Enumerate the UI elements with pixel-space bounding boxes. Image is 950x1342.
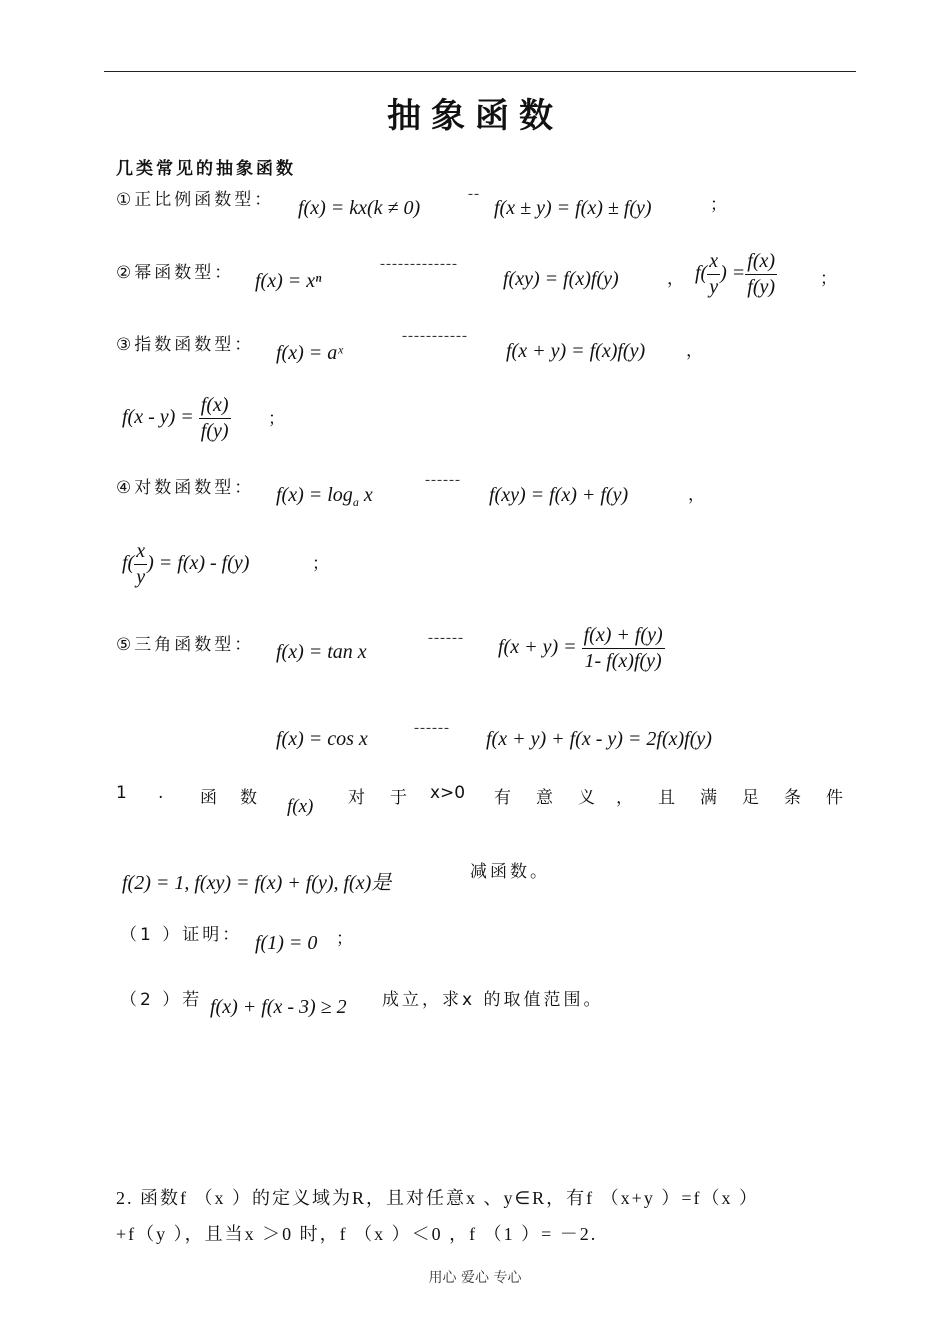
type2-prop2-num: x — [707, 250, 720, 275]
p1-part1-label: （1 ）证明： — [120, 925, 243, 945]
type3-property2 — [122, 394, 231, 443]
type2-sep: ， — [667, 269, 687, 289]
type3-sep: ， — [686, 341, 706, 361]
type2-prop2-frac-f — [745, 250, 777, 299]
type2-prop2-den: y — [709, 276, 719, 298]
p1-part2-label: （2 ）若 — [120, 990, 203, 1010]
type4-property2 — [122, 540, 249, 589]
type3-property: f(x + y) = f(x)f(y) — [506, 340, 646, 362]
type4-label: ④对数函数型： — [116, 478, 255, 498]
p1-part2-text: 成立，求x 的取值范围。 — [382, 990, 604, 1010]
type4-formula — [276, 484, 373, 510]
type1-formula: f(x) = kx(k ≠ 0) — [298, 197, 421, 219]
type5-dashes2: ------ — [414, 720, 450, 736]
type5-label: ⑤三角函数型： — [116, 635, 255, 655]
type5-formula: f(x) = tan x — [276, 641, 367, 663]
type2-prop2-frac-xy — [707, 250, 720, 299]
type3-prop2-left: f(x - y) = — [122, 406, 194, 429]
page-footer: 用心 爱心 专心 — [428, 1270, 522, 1286]
p1-char-1: . — [158, 783, 164, 803]
p1-part1-math: f(1) = 0 — [255, 932, 318, 954]
type5-prop-frac — [582, 624, 665, 673]
type3-formula: f(x) = aˣ — [276, 342, 343, 364]
type4-formula-tail: x — [358, 484, 373, 506]
type5-formula2: f(x) = cos x — [276, 728, 368, 750]
type2-prop2-rden: f(y) — [747, 276, 776, 298]
type4-formula-sub: a — [352, 495, 359, 509]
p2-line1: 2. 函数f （x ）的定义域为R，且对任意x 、y∈R，有f （x+y ）=f（x ） — [116, 1188, 759, 1208]
p1-char-0: 1 — [116, 783, 127, 803]
header-rule — [104, 71, 856, 72]
type4-prop2-num: x — [134, 540, 147, 565]
p1-char-14: 条 — [784, 788, 801, 808]
p1-fx: f(x) — [287, 796, 314, 817]
type4-prop2-frac — [134, 540, 147, 589]
type5-property — [498, 624, 665, 673]
p1-char-11: 且 — [658, 788, 675, 808]
type3-label: ③指数函数型： — [116, 335, 255, 355]
type3-prop2-num: f(x) — [199, 394, 231, 419]
p1-part2-math: f(x) + f(x - 3) ≥ 2 — [210, 996, 347, 1018]
type3-prop2-frac — [199, 394, 231, 443]
type2-end: ； — [820, 269, 840, 289]
type5-prop-num: f(x) + f(y) — [582, 624, 665, 649]
p1-char-12: 满 — [700, 788, 717, 808]
p1-char-3: 数 — [240, 788, 257, 808]
type4-prop2-right: ) = f(x) - f(y) — [147, 552, 250, 575]
type2-property: f(xy) = f(x)f(y) — [503, 268, 619, 290]
p1-condition-text: 减函数。 — [470, 862, 550, 882]
type4-property: f(xy) = f(x) + f(y) — [489, 484, 629, 506]
type1-label: ①正比例函数型： — [116, 190, 275, 210]
p1-char-13: 足 — [742, 788, 759, 808]
type3-prop2-den: f(y) — [200, 420, 229, 442]
p2-line2: +f（y ），且当x ＞0 时，f （x ）＜0 ，f （1 ）= －2. — [116, 1224, 598, 1244]
type5-prop-left: f(x + y) = — [498, 636, 577, 659]
type4-prop2-left: f( — [122, 552, 135, 575]
section-heading: 几类常见的抽象函数 — [116, 159, 296, 179]
type2-label: ②幂函数型： — [116, 263, 235, 283]
type3-end: ； — [268, 409, 288, 429]
p1-part1-end: ； — [336, 929, 356, 949]
p1-char-2: 函 — [200, 788, 217, 808]
type5-prop-den: 1- f(x)f(y) — [584, 650, 662, 672]
p1-char-7: 有 — [494, 788, 511, 808]
type2-prop2-mid: ) = — [720, 262, 746, 285]
type4-sep: ， — [688, 485, 708, 505]
type2-dashes: ------------- — [380, 256, 458, 272]
p1-char-9: 义 — [578, 788, 595, 808]
type1-property: f(x ± y) = f(x) ± f(y) — [494, 197, 652, 219]
type1-end: ； — [710, 195, 730, 215]
p1-char-5: 于 — [390, 788, 407, 808]
type2-prop2-rnum: f(x) — [745, 250, 777, 275]
page-title: 抽象函数 — [387, 96, 563, 136]
type4-dashes: ------ — [425, 472, 461, 488]
type5-property2: f(x + y) + f(x - y) = 2f(x)f(y) — [486, 728, 712, 750]
p1-char-4: 对 — [348, 788, 365, 808]
type5-dashes: ------ — [428, 630, 464, 646]
p1-char-10: ， — [616, 788, 633, 808]
type2-prop2-left: f( — [695, 262, 708, 285]
p1-char-6: x>0 — [430, 783, 466, 803]
type1-dashes: -- — [468, 186, 480, 202]
type3-dashes: ----------- — [402, 328, 468, 344]
type2-formula: f(x) = xⁿ — [255, 270, 322, 292]
p1-condition-math: f(2) = 1, f(xy) = f(x) + f(y), f(x)是 — [122, 872, 392, 894]
p1-char-8: 意 — [536, 788, 553, 808]
type4-formula-main: f(x) = log — [276, 484, 353, 506]
type4-prop2-den: y — [136, 566, 146, 588]
type4-end: ； — [312, 554, 332, 574]
p1-char-15: 件 — [826, 788, 843, 808]
type2-property2 — [695, 250, 777, 299]
